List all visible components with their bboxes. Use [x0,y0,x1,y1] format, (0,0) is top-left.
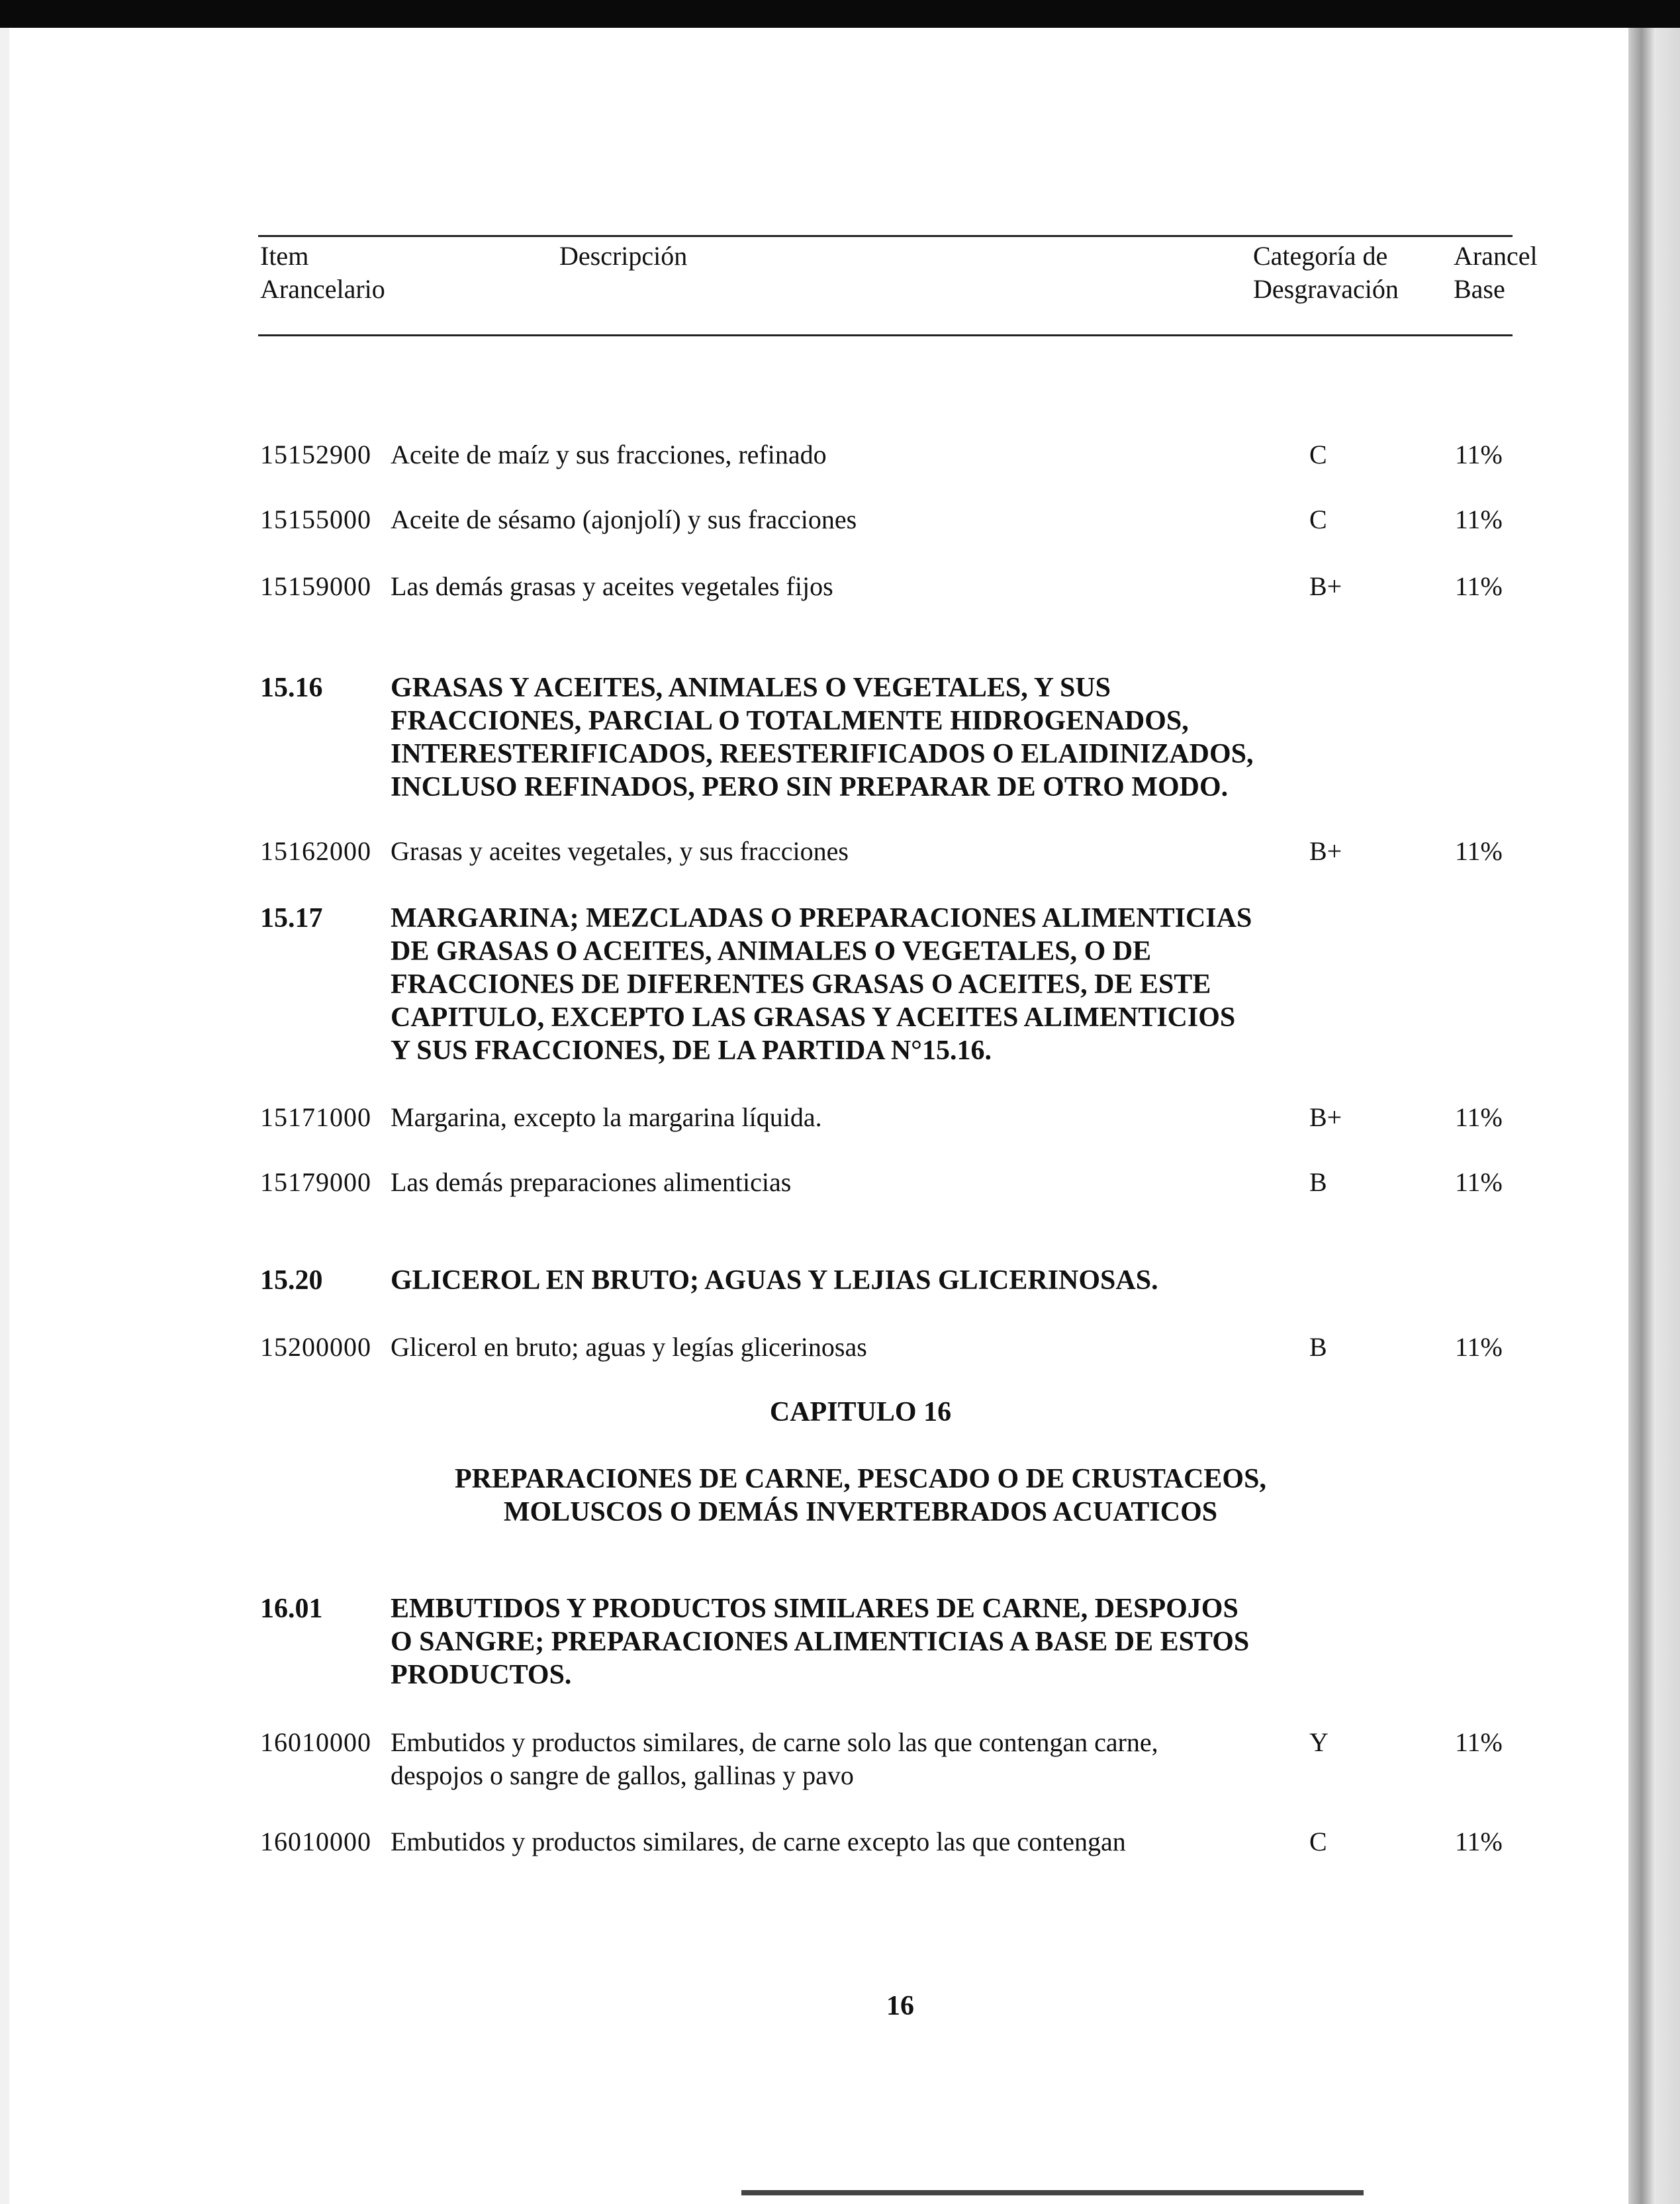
item-rate: 11% [1455,1727,1503,1757]
heading-text [391,1264,1304,1297]
item-rate: 11% [1455,1167,1503,1197]
item-description: Margarina, excepto la margarina líquida. [391,1102,822,1132]
item-description: Grasas y aceites vegetales, y sus fracciones [391,836,849,866]
item-category: B+ [1309,836,1342,866]
item-code: 15179000 [260,1167,371,1197]
table-row [260,1825,1538,1858]
header-category-line1: Categoría de [1253,241,1388,271]
item-code: 15171000 [260,1102,371,1132]
item-description: Aceite de sésamo (ajonjolí) y sus fracciones [391,504,857,534]
heading-line: GLICEROL EN BRUTO; AGUAS Y LEJIAS GLICERINOSAS. [391,1265,1158,1296]
table-row [260,438,1538,471]
header-base-line1: Arancel [1454,241,1538,271]
header-item [260,240,385,306]
chapter-subtitle [397,1462,1324,1529]
item-description-line2: despojos o sangre de gallos, gallinas y pavo [391,1760,854,1790]
header-category-line2: Desgravación [1253,274,1399,304]
table-row [260,1331,1538,1364]
heading-line: EMBUTIDOS Y PRODUCTOS SIMILARES DE CARNE, DESPOJOS [391,1594,1238,1624]
item-description [391,1726,1423,1792]
item-category: B+ [1309,1102,1342,1132]
header-category [1253,240,1399,306]
heading-number: 16.01 [260,1594,323,1624]
heading-line: FRACCIONES, PARCIAL O TOTALMENTE HIDROGENADOS, [391,706,1189,736]
item-description: Las demás preparaciones alimenticias [391,1167,792,1197]
item-code: 16010000 [260,1727,371,1757]
item-rate: 11% [1455,571,1503,601]
heading-line: Y SUS FRACCIONES, DE LA PARTIDA N°15.16. [391,1035,992,1066]
heading-number: 15.17 [260,903,323,934]
table-row [260,1726,1538,1792]
heading-text [391,671,1304,804]
table-row [260,1101,1538,1134]
item-code: 16010000 [260,1827,371,1856]
item-rate: 11% [1455,504,1503,534]
heading-text [391,902,1304,1067]
heading-number: 15.20 [260,1265,323,1296]
heading-number: 15.16 [260,673,323,703]
item-code: 15159000 [260,571,371,601]
item-category: Y [1309,1727,1329,1757]
item-code: 15162000 [260,836,371,866]
header-item-line1: Item [260,241,309,271]
item-description: Embutidos y productos similares, de carne excepto las que contengan [391,1827,1126,1856]
item-category: C [1309,504,1327,534]
item-rate: 11% [1455,836,1503,866]
item-code: 15155000 [260,504,371,534]
heading-line: CAPITULO, EXCEPTO LAS GRASAS Y ACEITES ALIMENTICIOS [391,1002,1236,1033]
header-description: Descripción [559,241,688,271]
item-category: B+ [1309,571,1342,601]
item-category: C [1309,1827,1327,1856]
item-code: 15152900 [260,440,371,469]
page-number: 16 [886,1991,914,2021]
item-rate: 11% [1455,1102,1503,1132]
table-row [260,570,1538,603]
item-code: 15200000 [260,1332,371,1362]
table-row [260,503,1538,536]
heading-line: INTERESTERIFICADOS, REESTERIFICADOS O ELAIDINIZADOS, [391,739,1254,769]
chapter-subtitle-line2: MOLUSCOS O DEMÁS INVERTEBRADOS ACUATICOS [503,1497,1218,1527]
heading-line: PRODUCTOS. [391,1660,572,1690]
heading-line: DE GRASAS O ACEITES, ANIMALES O VEGETALES, O DE [391,936,1152,967]
header-bottom-rule [258,334,1513,336]
item-description: Aceite de maíz y sus fracciones, refinado [391,440,827,469]
item-description-line1: Embutidos y productos similares, de carne solo las que contengan carne, [391,1727,1158,1757]
header-base-line2: Base [1454,274,1505,304]
item-rate: 11% [1455,1332,1503,1362]
header-base [1454,240,1538,306]
header-item-line2: Arancelario [260,274,385,304]
table-row [260,835,1538,868]
item-description: Las demás grasas y aceites vegetales fijos [391,571,833,601]
item-description: Glicerol en bruto; aguas y legías glicerinosas [391,1332,867,1362]
item-category: B [1309,1332,1327,1362]
heading-line: MARGARINA; MEZCLADAS O PREPARACIONES ALIMENTICIAS [391,903,1252,934]
item-rate: 11% [1455,1827,1503,1856]
header-top-rule [258,235,1513,237]
chapter-subtitle-line1: PREPARACIONES DE CARNE, PESCADO O DE CRUSTACEOS, [455,1464,1266,1494]
item-category: C [1309,440,1327,469]
scan-border-right [1628,28,1680,2204]
chapter-title: CAPITULO 16 [769,1397,952,1427]
item-category: B [1309,1167,1327,1197]
item-rate: 11% [1455,440,1503,469]
heading-line: INCLUSO REFINADOS, PERO SIN PREPARAR DE OTRO MODO. [391,772,1229,802]
heading-line: FRACCIONES DE DIFERENTES GRASAS O ACEITES, DE ESTE [391,969,1211,1000]
table-row [260,1166,1538,1199]
heading-line: GRASAS Y ACEITES, ANIMALES O VEGETALES, Y SUS [391,673,1111,703]
heading-line: O SANGRE; PREPARACIONES ALIMENTICIAS A BASE DE ESTOS [391,1627,1250,1657]
heading-text [391,1592,1304,1692]
